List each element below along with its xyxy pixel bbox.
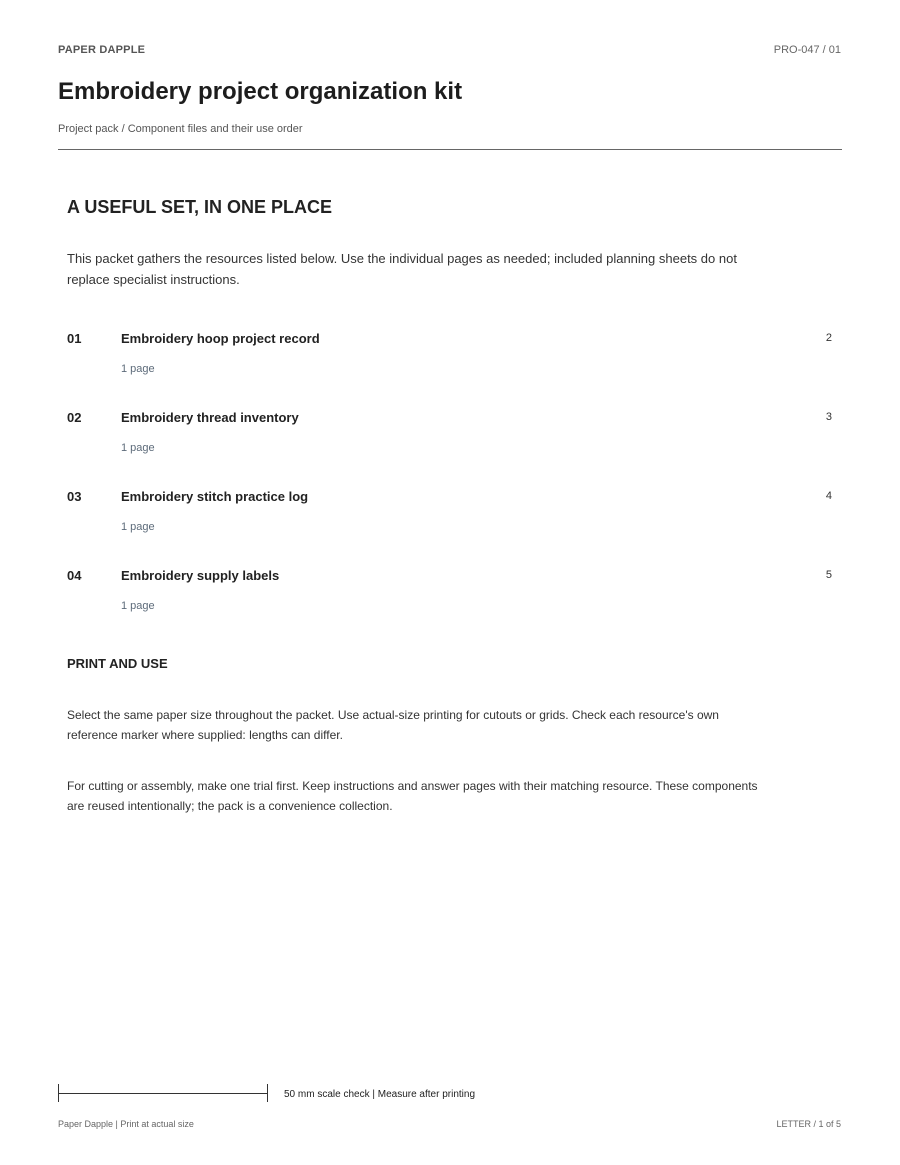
- item-page-count: 1 page: [121, 363, 155, 375]
- item-page-count: 1 page: [121, 442, 155, 454]
- print-heading: PRINT AND USE: [67, 656, 168, 671]
- item-title: Embroidery hoop project record: [121, 331, 320, 346]
- item-page-count: 1 page: [121, 521, 155, 533]
- list-item: [67, 566, 842, 645]
- list-item: [67, 487, 842, 566]
- scale-label: 50 mm scale check | Measure after printing: [284, 1089, 476, 1100]
- item-number: 02: [67, 410, 82, 425]
- item-page-number: 5: [825, 569, 832, 581]
- print-paragraph-2: For cutting or assembly, make one trial first. Keep instructions and answer pages with their matching resource. These components are reused intentionally; the pack is a convenience collection.: [67, 779, 758, 813]
- list-item: [67, 408, 842, 487]
- document-id: PRO-047 / 01: [773, 44, 841, 56]
- page-title: Embroidery project organization kit: [58, 78, 463, 105]
- item-title: Embroidery stitch practice log: [121, 489, 309, 504]
- list-item: [67, 329, 842, 408]
- page-subtitle: Project pack / Component files and their use order: [58, 123, 303, 135]
- item-page-count: 1 page: [121, 600, 155, 612]
- item-page-number: 3: [825, 411, 832, 423]
- print-paragraph-1: Select the same paper size throughout the packet. Use actual-size printing for cutouts or grids. Check each resource's own reference marker where supplied: lengths can differ.: [67, 708, 719, 742]
- intro-text: This packet gathers the resources listed below. Use the individual pages as needed; included planning sheets do not replace specialist instructions.: [67, 251, 737, 287]
- item-title: Embroidery supply labels: [121, 568, 280, 583]
- scale-bar: [58, 1084, 268, 1102]
- contents-list: [67, 329, 842, 645]
- item-number: 04: [67, 568, 82, 583]
- intro-heading: A USEFUL SET, IN ONE PLACE: [67, 197, 333, 217]
- item-number: 03: [67, 489, 82, 504]
- header-divider: [58, 149, 842, 150]
- item-page-number: 2: [825, 332, 832, 344]
- scale-tick-left: [58, 1084, 59, 1102]
- footer-left: Paper Dapple | Print at actual size: [58, 1119, 194, 1129]
- footer-page-info: LETTER / 1 of 5: [776, 1119, 841, 1129]
- scale-tick-right: [267, 1084, 268, 1102]
- item-number: 01: [67, 331, 82, 346]
- brand-name: PAPER DAPPLE: [58, 44, 146, 56]
- item-title: Embroidery thread inventory: [121, 410, 299, 425]
- scale-line: [58, 1093, 268, 1094]
- item-page-number: 4: [825, 490, 832, 502]
